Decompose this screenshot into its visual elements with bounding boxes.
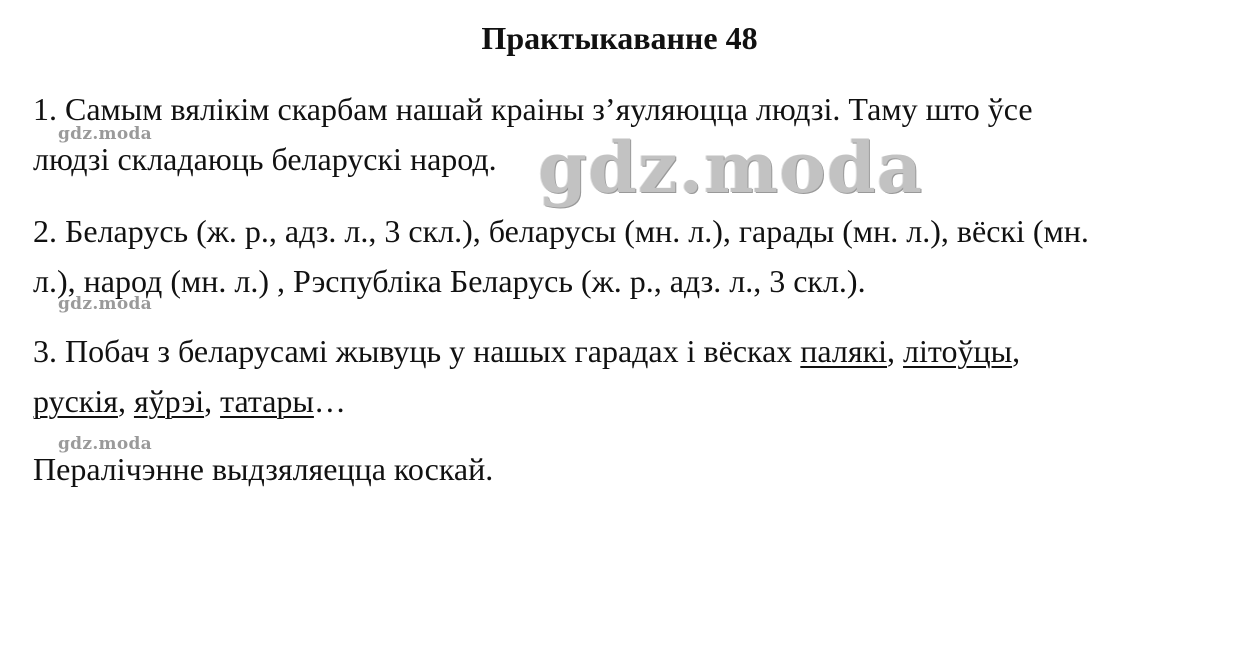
paragraph-1-line-1: 1. Самым вялікім скарбам нашай краіны з’яуляюцца людзі. Таму што ўсе [33,91,1033,127]
page-title: Практыкаванне 48 [481,20,758,56]
separator: , [887,333,904,369]
underlined-word-4: яўрэі [133,383,205,419]
paragraph-4-line-1: Пералічэнне выдзяляецца коскай. [33,451,494,487]
paragraph-1-line-2: людзі складаюць беларускі народ. [33,141,497,177]
separator: , [1012,333,1021,369]
underlined-word-2: літоўцы [903,333,1013,369]
underlined-word-5: татары [220,383,314,419]
paragraph-3-intro: 3. Побач з беларусамі жывуць у нашых гарадах і вёсках [33,333,801,369]
paragraph-3-line-2 [33,376,1213,426]
paragraph-2-line-2: л.), народ (мн. л.) , Рэспубліка Беларусь (ж. р., адз. л., 3 скл.). [33,263,866,299]
watermark-small: gdz.moda [58,434,152,454]
paragraph-2-line-1: 2. Беларусь (ж. р., адз. л., 3 скл.), беларусы (мн. л.), гарады (мн. л.), вёскі (мн. [33,213,1089,249]
separator: , [204,383,221,419]
paragraph-4 [33,444,1213,494]
watermark-small: gdz.moda [58,124,152,144]
ellipsis: … [313,383,346,419]
underlined-word-1: палякі [800,333,888,369]
paragraph-3-line-1 [33,326,1213,376]
underlined-word-3: рускія [33,383,118,419]
watermark-small: gdz.moda [58,294,152,314]
paragraph-3 [33,326,1213,426]
watermark-large: gdz.moda [538,126,924,209]
separator: , [117,383,134,419]
paragraph-2 [33,206,1213,306]
